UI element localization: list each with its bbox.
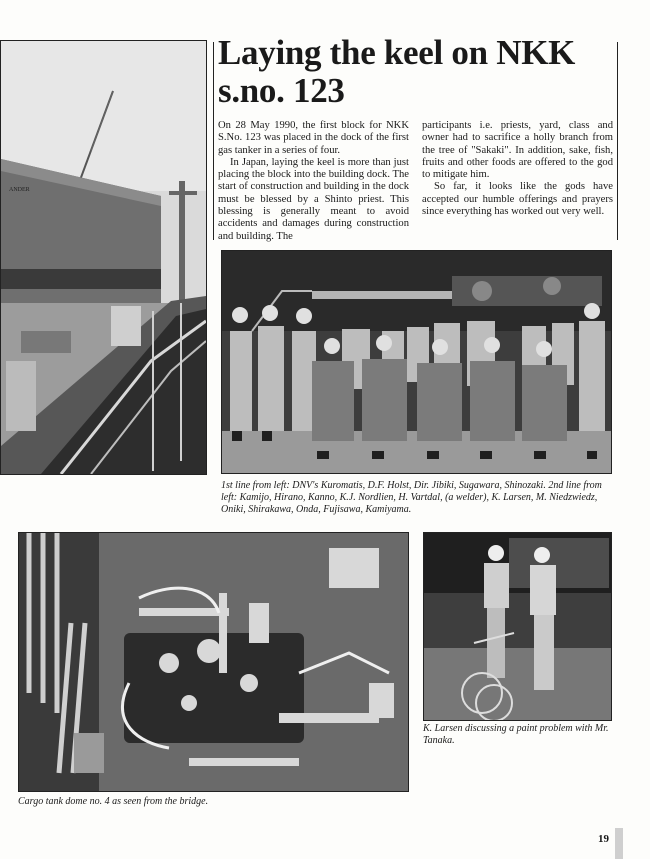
column-rule-left bbox=[213, 42, 214, 240]
text-column-2 bbox=[422, 120, 613, 218]
page-number: 19 bbox=[598, 833, 609, 845]
paragraph: participants i.e. priests, yard, class and owner had to sacrifice a holly branch from the tree of "Sakaki". In addition, sake, fish, fruits and other foods are offered to the god to mitigate him. bbox=[422, 120, 613, 181]
page-edge-tab bbox=[615, 828, 623, 859]
paragraph: On 28 May 1990, the first block for NKK S.No. 123 was placed in the dock of the first gas tanker in a series of four. bbox=[218, 120, 409, 156]
text-column-1 bbox=[218, 120, 409, 243]
paragraph: In Japan, laying the keel is more than just placing the block into the building dock. The start of construction and building in the dock must be blessed by a Shinto priest. This blessing is generally meant to avoid accidents and damages during construction and building. The bbox=[218, 156, 409, 242]
paragraph: So far, it looks like the gods have accepted our humble offerings and prayers since everything has worked out very well. bbox=[422, 181, 613, 218]
cargo-tank-dome-caption: Cargo tank dome no. 4 as seen from the bridge. bbox=[18, 796, 209, 807]
cargo-tank-dome-photo bbox=[18, 532, 409, 792]
paint-problem-caption: K. Larsen discussing a paint problem with Mr. Tanaka. bbox=[423, 723, 609, 746]
article-title: Laying the keel on NKK s.no. 123 bbox=[218, 33, 576, 110]
ship-in-dock-photo bbox=[0, 40, 207, 475]
group-photo bbox=[221, 250, 612, 474]
group-photo-caption: 1st line from left: DNV's Kuromatis, D.F. Holst, Dir. Jibiki, Sugawara, Shinozaki. 2nd line from left: Kamijo, Hirano, Kanno, K.J. Nordlien, H. Vartdal, (a welder), K. Larsen, M. Niedzwiedz, Oniki, Shirakawa, Onda, Fujisawa, Kamiyama. bbox=[221, 480, 602, 515]
ship-hull-label: ANDER bbox=[9, 187, 30, 193]
paint-problem-discussion-photo bbox=[423, 532, 612, 721]
